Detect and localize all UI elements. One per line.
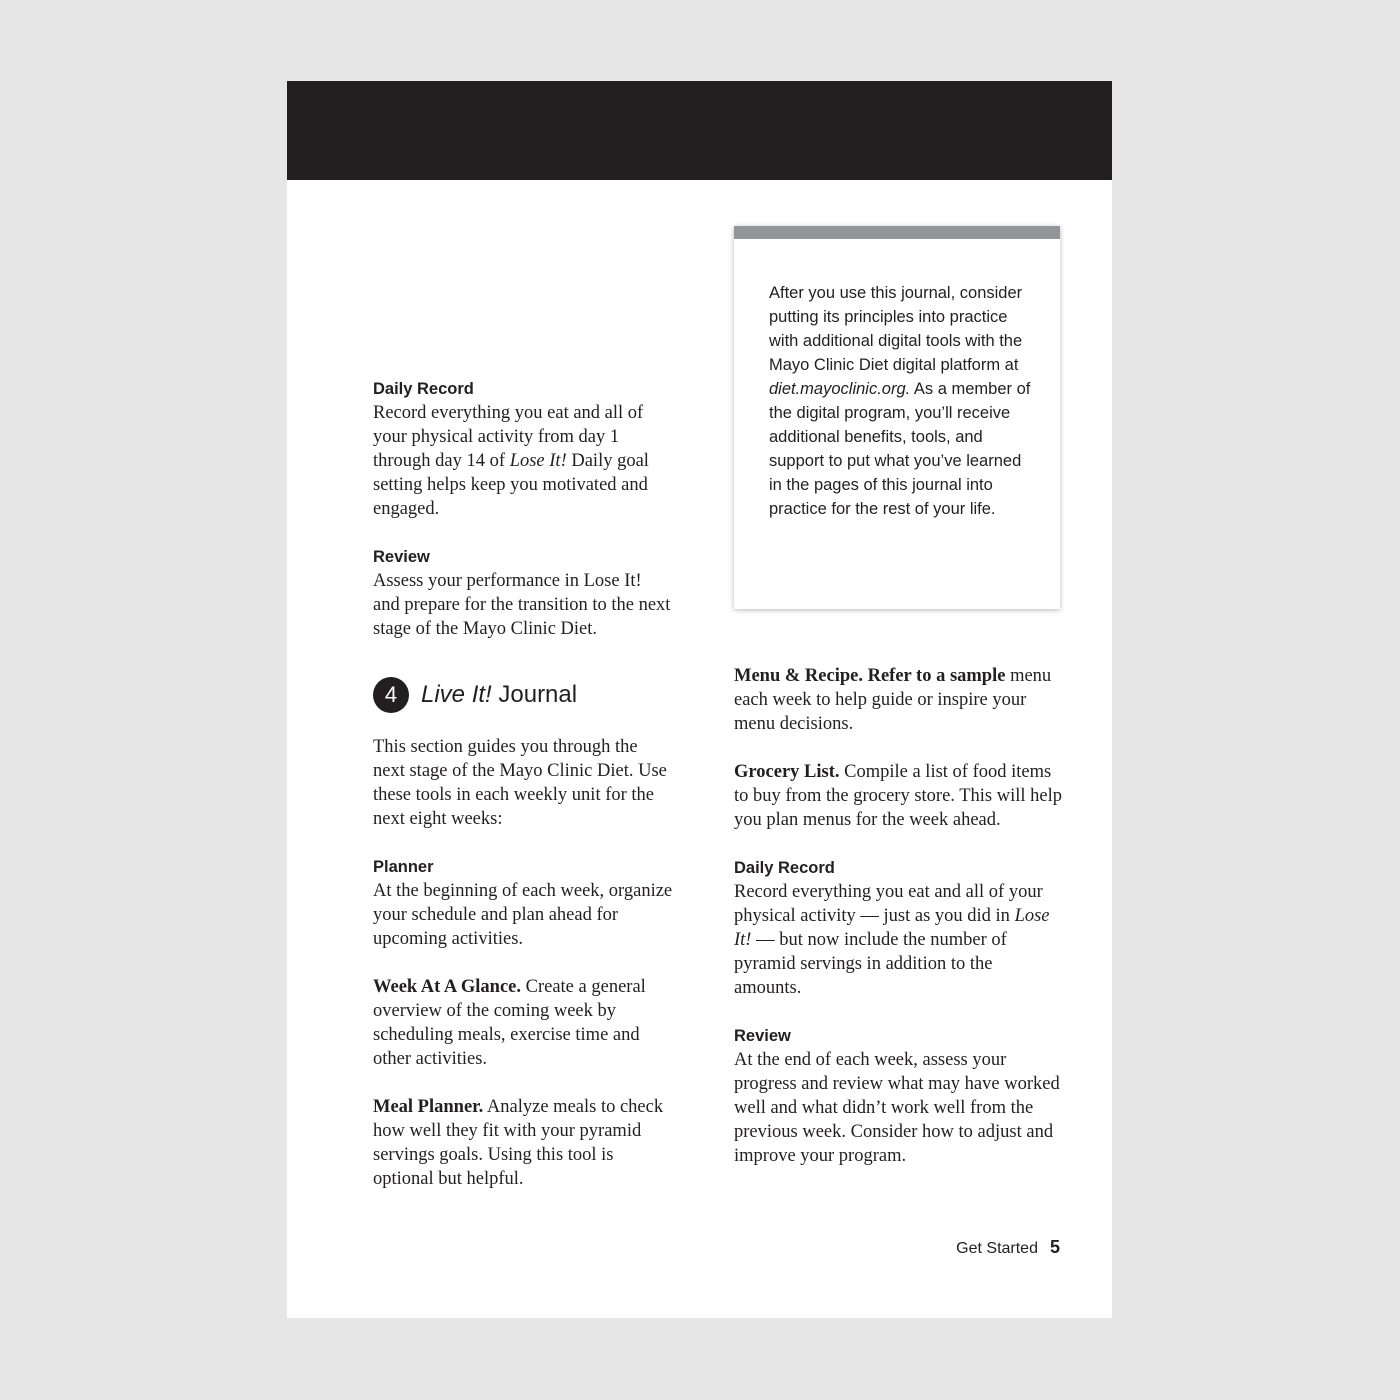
grocery-list: Grocery List. Compile a list of food items to buy from the grocery store. This will help you plan menus for the week ahead. <box>734 762 1062 830</box>
review-body-2: At the end of each week, assess your progress and review what may have worked well and what didn’t work well from the previous week. Consider how to adjust and improve your program. <box>734 1050 1060 1166</box>
review-body: Assess your performance in Lose It! and prepare for the transition to the next stage of the Mayo Clinic Diet. <box>373 571 671 639</box>
left-column-top <box>373 377 673 641</box>
review-heading: Review <box>373 548 430 566</box>
section-title-em: Live It! <box>421 681 492 708</box>
menu-recipe: Menu & Recipe. Refer to a sample menu each week to help guide or inspire your menu decisions. <box>734 666 1052 734</box>
daily-record-heading: Daily Record <box>373 380 474 398</box>
planner-body: At the beginning of each week, organize your schedule and plan ahead for upcoming activities. <box>373 881 673 949</box>
week-at-a-glance: Week At A Glance. Create a general overview of the coming week by scheduling meals, exercise time and other activities. <box>373 977 646 1069</box>
meal-planner: Meal Planner. Analyze meals to check how well they fit with your pyramid servings goals. Using this tool is optional but helpful. <box>373 1097 664 1189</box>
callout-accent-bar <box>734 226 1060 239</box>
daily-record-heading-2: Daily Record <box>734 859 835 877</box>
review-heading-2: Review <box>734 1027 791 1045</box>
header-band <box>287 81 1112 180</box>
footer-section-label: Get Started <box>956 1240 1038 1257</box>
left-column-bottom <box>373 735 673 1191</box>
planner-heading: Planner <box>373 858 434 876</box>
page-number: 5 <box>1049 1237 1060 1257</box>
section-title-rest: Journal <box>491 681 578 708</box>
digital-platform-callout <box>734 226 1060 609</box>
daily-record-body-2: Record everything you eat and all of your physical activity — just as you did in Lose It! — but now include the number of pyramid servings in addition to the amounts. <box>734 882 1050 998</box>
section-heading <box>373 677 577 713</box>
section-number-badge: 4 <box>373 677 409 713</box>
journal-page <box>287 81 1112 1318</box>
callout-text: After you use this journal, consider putting its principles into practice with additional digital tools with the Mayo Clinic Diet digital platform at diet.mayoclinic.org. As a member of the digital program, you’ll receive additional benefits, tools, and support to put what you’ve learned in the pages of this journal into practice for the rest of your life. <box>769 284 1031 518</box>
page-footer <box>956 1237 1060 1258</box>
callout-url: diet.mayoclinic.org. <box>769 380 911 398</box>
daily-record-body: Record everything you eat and all of your physical activity from day 1 through day 14 of Lose It! Daily goal setting helps keep you motivated and engaged. <box>373 403 649 519</box>
right-column-bottom <box>734 664 1064 1168</box>
section-intro: This section guides you through the next stage of the Mayo Clinic Diet. Use these tools in each weekly unit for the next eight weeks: <box>373 737 667 829</box>
